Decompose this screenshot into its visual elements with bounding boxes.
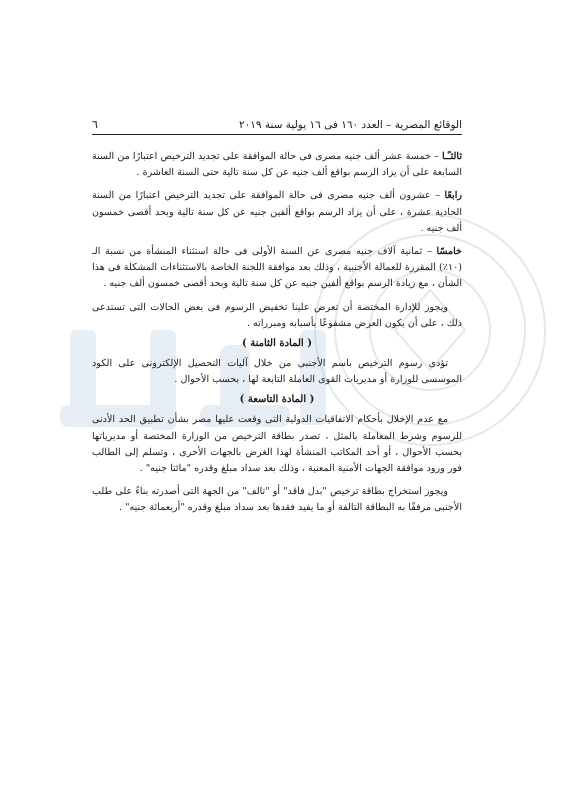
clause-lead: ثالثـًـا (442, 151, 462, 162)
article-8-heading: ( المادة الثامنة ) (242, 338, 312, 350)
clause-text: – خمسة عشر ألف جنيه مصرى فى حالة الموافقة على تجديد الترخيص اعتبارًا من السنة السابعة على أن يزاد الرسم بواقع ألف جنيه عن كل سنة تالية حتى السنة العاشرة . (92, 151, 462, 179)
clause-lead: خامسًا (436, 246, 462, 258)
clause-text: – ثمانية آلاف جنيه مصرى عن السنة الأولى فى حالة استثناء المنشأة من نسبة الـ (١٠٪) المقررة للعمالة الأجنبية ، وذلك بعد موافقة اللجنة الخاصة بالاستثناءات المشكلة فى هذا الشأن ، مع زيادة الرسم بواقع ألفين جنيه عن كل سنة تالية وبحد أقصى خمسون ألف جنيه . (92, 246, 462, 290)
clause-fourth (92, 188, 462, 237)
clause-third (92, 149, 462, 181)
header-title: الوقائع المصرية – العدد ١٦٠ فى ١٦ يولية سنة ٢٠١٩ (238, 118, 462, 131)
page-number: ٦ (92, 118, 98, 131)
clause-text: – عشرون ألف جنيه مصرى فى حالة الموافقة على تجديد الترخيص اعتبارًا من السنة الحادية عشرة ، على أن يزاد الرسم بواقع ألفين جنيه عن كل سنة تالية وبحد أقصى خمسون ألف جنيه . (92, 190, 462, 234)
running-header (92, 118, 462, 135)
article-9-text: مع عدم الإخلال بأحكام الاتفاقيات الدولية التى وقعت عليها مصر بشأن تطبيق الحد الأدنى للرسوم وشرط المعاملة بالمثل ، تصدر بطاقة الترخيص من الوزارة المختصة أو مديرياتها بحسب الأحوال ، أو أحد المكاتب المنشأة لهذا الغرض بالجهات الأخرى ، وتسلم إلى الطالب فور ورود موافقة الجهات الأمنية المعنية ، وذلك بعد سداد مبلغ وقدره "مائتا جنيه" . (92, 414, 462, 475)
clause-lead: رابعًا (444, 190, 462, 202)
reduction-paragraph: ويجوز للإدارة المختصة أن تعرض علينا تخفيض الرسوم فى بعض الحالات التى تستدعى ذلك ، على أن يكون العرض مشفوعًا بأسبابه ومبرراته . (92, 301, 462, 329)
article-8-text: تؤدى رسوم الترخيص باسم الأجنبى من خلال آليات التحصيل الإلكترونى على الكود الموسسى للوزارة أو مديريات القوى العاملة التابعة لها ، بحسب الأحوال . (92, 358, 462, 386)
page-content (92, 149, 462, 517)
gazette-page (92, 118, 462, 524)
article-9-heading: ( المادة التاسعة ) (239, 394, 315, 406)
article-9-replacement: ويجوز استخراج بطاقة ترخيص "بدل فاقد" أو "تالف" من الجهة التى أصدرته بناءً على طلب الأجنبى مرفقًا به البطاقة التالفة أو ما يفيد فقدها بعد سداد مبلغ وقدره "أربعمائة جنيه" . (92, 486, 462, 514)
clause-fifth (92, 244, 462, 293)
